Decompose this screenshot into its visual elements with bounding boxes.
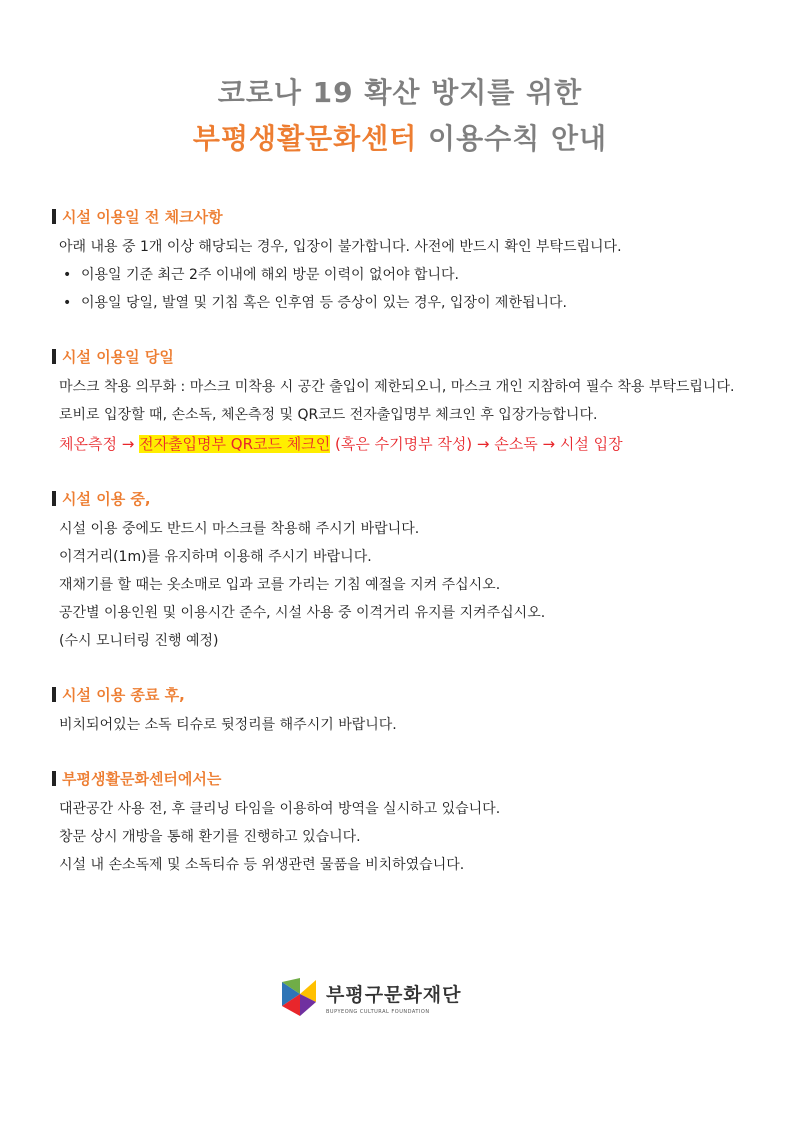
list-item	[52, 289, 772, 317]
rule-line: 대관공간 사용 전, 후 클리닝 타임을 이용하여 방역을 실시하고 있습니다.	[59, 801, 501, 817]
list-item	[52, 261, 772, 289]
org-name-en: BUPYEONG CULTURAL FOUNDATION	[326, 1008, 430, 1015]
flow-step-qr-checkin: 전자출입명부 QR코드 체크인	[139, 435, 331, 453]
flow-step-rest: (혹은 수기명부 작성) → 손소독 → 시설 입장	[330, 435, 623, 453]
footer-logo	[280, 976, 461, 1018]
mask-rule-text: 마스크 착용 의무화 : 마스크 미착용 시 공간 출입이 제한되오니, 마스크 개인 지참하여 필수 착용 부탁드립니다.	[59, 379, 735, 395]
section-bar-icon	[52, 209, 56, 224]
rule-line: 창문 상시 개방을 통해 환기를 진행하고 있습니다.	[59, 829, 361, 845]
section-before-visit	[52, 203, 772, 317]
section-bar-icon	[52, 687, 56, 702]
rule-line: 비치되어있는 소독 티슈로 뒷정리를 해주시기 바랍니다.	[59, 717, 397, 733]
section-bar-icon	[52, 491, 56, 506]
title-line-2	[0, 116, 800, 162]
section-during-use	[52, 485, 772, 655]
section-header	[52, 203, 772, 229]
page-title	[0, 70, 800, 162]
rule-line: 공간별 이용인원 및 이용시간 준수, 시설 사용 중 이격거리 유지를 지켜주십시오.	[59, 605, 546, 621]
rule-line: 시설 내 손소독제 및 소독티슈 등 위생관련 물품을 비치하였습니다.	[59, 857, 465, 873]
section-bar-icon	[52, 771, 56, 786]
section-title: 시설 이용일 당일	[62, 347, 174, 366]
bullet-icon: •	[63, 295, 72, 311]
section-after-use	[52, 681, 772, 739]
org-name: 부평구문화재단	[326, 983, 462, 1006]
rule-line: 재채기를 할 때는 옷소매로 입과 코를 가리는 기침 예절을 지켜 주십시오.	[59, 577, 501, 593]
section-visit-day	[52, 343, 772, 459]
entry-rule-text: 로비로 입장할 때, 손소독, 체온측정 및 QR코드 전자출입명부 체크인 후 입장가능합니다.	[59, 407, 598, 423]
section-intro: 아래 내용 중 1개 이상 해당되는 경우, 입장이 불가합니다. 사전에 반드시 확인 부탁드립니다.	[59, 239, 622, 255]
section-header	[52, 681, 772, 707]
rule-line: (수시 모니터링 진행 예정)	[59, 633, 219, 649]
title-rest: 이용수칙 안내	[417, 122, 608, 155]
entry-flow	[52, 429, 772, 459]
section-center-measures	[52, 765, 772, 879]
section-header	[52, 765, 772, 791]
rule-line: 시설 이용 중에도 반드시 마스크를 착용해 주시기 바랍니다.	[59, 521, 420, 537]
notice-content	[52, 203, 772, 905]
logo-text	[326, 980, 461, 1015]
section-bar-icon	[52, 349, 56, 364]
section-title: 시설 이용 종료 후,	[62, 685, 185, 704]
list-item-text: 이용일 당일, 발열 및 기침 혹은 인후염 등 증상이 있는 경우, 입장이 제한됩니다.	[81, 295, 567, 311]
flow-step-temperature: 체온측정 →	[59, 435, 140, 453]
section-title: 시설 이용일 전 체크사항	[62, 207, 223, 226]
title-line-1: 코로나 19 확산 방지를 위한	[217, 76, 583, 109]
rule-line: 이격거리(1m)를 유지하며 이용해 주시기 바랍니다.	[59, 549, 372, 565]
section-header	[52, 485, 772, 511]
section-title: 부평생활문화센터에서는	[62, 769, 222, 788]
list-item-text: 이용일 기준 최근 2주 이내에 해외 방문 이력이 없어야 합니다.	[81, 267, 459, 283]
section-header	[52, 343, 772, 369]
title-center-name: 부평생활문화센터	[192, 122, 418, 155]
bullet-icon: •	[63, 267, 72, 283]
section-title: 시설 이용 중,	[62, 489, 151, 508]
foundation-logo-icon	[280, 976, 318, 1018]
